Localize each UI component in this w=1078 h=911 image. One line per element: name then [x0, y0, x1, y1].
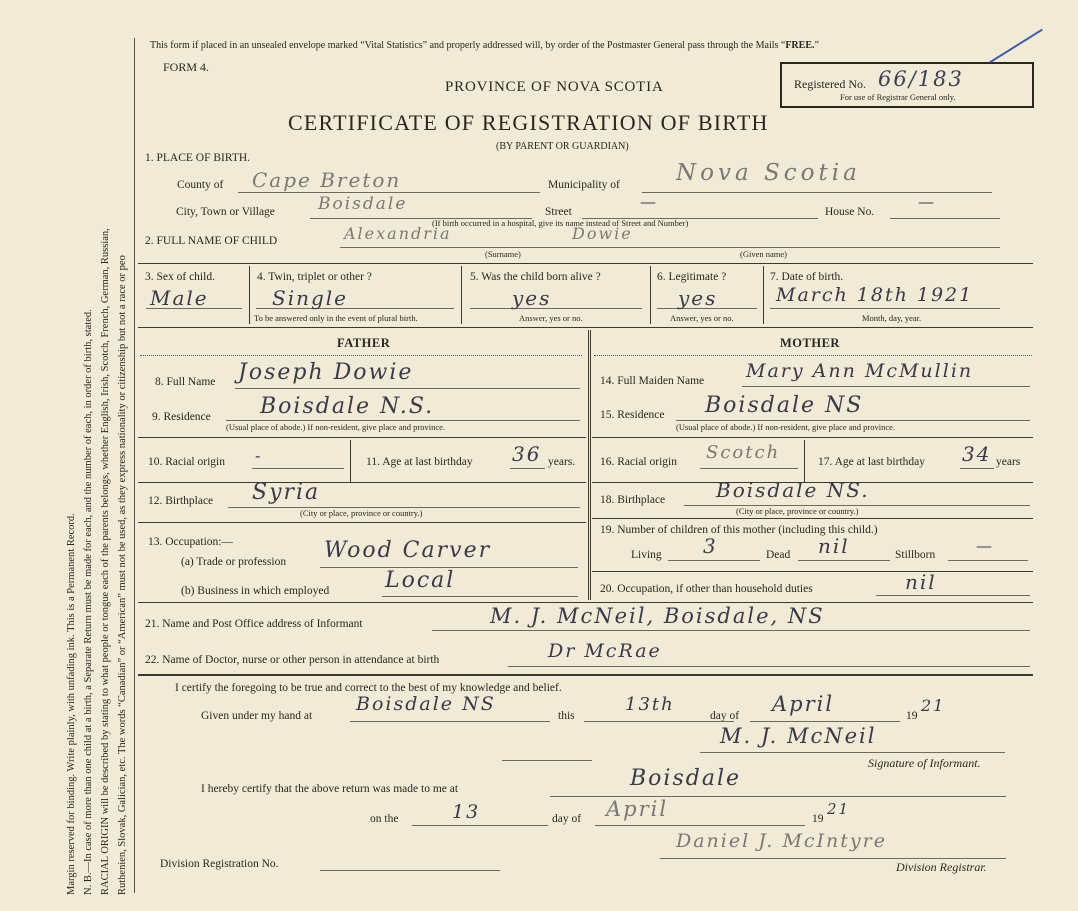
certificate-subtitle: (BY PARENT OR GUARDIAN) [496, 141, 629, 152]
mother-residence-line [676, 420, 1030, 421]
rule-certify-top [138, 674, 1033, 676]
twin-value: Single [272, 286, 349, 310]
mother-name-label: 14. Full Maiden Name [600, 375, 705, 387]
street-value: — [640, 192, 658, 211]
parents-divider [588, 330, 591, 600]
mail-notice: This form if placed in an unsealed envelope marked “Vital Statistics” and properly addressed will, by order of the Postmaster General pass through the Mails “FREE.” [150, 40, 819, 51]
father-years-label: years. [548, 456, 576, 468]
margin-note-nationality: Ruthenien, Slovak, Galician, etc. The words “Canadian” or “American” must not be used, as they express nationality or citizenship but not a race or peo [117, 255, 128, 895]
mother-birthplace-label: 18. Birthplace [600, 494, 666, 506]
given-under-label: Given under my hand at [201, 710, 313, 722]
mother-living-label: Living [631, 549, 662, 561]
year-prefix: 19 [906, 710, 918, 722]
mother-birthplace-value: Boisdale NS. [716, 478, 870, 502]
return-month-value: April [606, 797, 669, 821]
month-line [750, 721, 900, 722]
return-year-value: 21 [827, 800, 851, 818]
mother-living-value: 3 [703, 534, 718, 558]
twin-note: To be answered only in the event of plural birth. [254, 313, 418, 323]
year-value: 21 [921, 696, 946, 715]
signature-of-informant-label: Signature of Informant. [868, 756, 981, 770]
mother-racial-label: 16. Racial origin [600, 456, 677, 468]
registered-label: Registered No. [794, 77, 866, 91]
municipality-value: Nova Scotia [676, 160, 861, 186]
father-racial-line [252, 468, 344, 469]
return-day-of-label: day of [552, 813, 582, 825]
child-given-name: Alexandria [344, 224, 452, 243]
rule-parents-bottom [138, 602, 1033, 603]
mother-stillborn-line [948, 560, 1028, 561]
doctor-value: Dr McRae [548, 640, 662, 662]
mother-occupation-line [876, 595, 1030, 596]
father-business-line [382, 596, 578, 597]
mother-occupation-value: nil [905, 570, 937, 594]
margin-note-racial-origin: RACIAL ORIGIN will be described by stating to what people or tongue each of the parents belongs, whether English, Irish, Scotch, French, German, Russian, [100, 228, 111, 895]
alive-note: Answer, yes or no. [519, 313, 583, 323]
given-place-line [350, 721, 550, 722]
this-label: this [558, 710, 575, 722]
mother-heading-rule [594, 355, 1032, 356]
father-rule-2 [138, 482, 586, 483]
mother-years-label: years [996, 456, 1021, 468]
mother-dead-line [798, 560, 890, 561]
doctor-label: 22. Name of Doctor, nurse or other person in attendance at birth [145, 654, 440, 666]
county-line [238, 192, 540, 193]
city-label: City, Town or Village [176, 206, 275, 218]
father-residence-line [226, 420, 580, 421]
mother-rule-1 [592, 437, 1033, 438]
child-surname: Dowie [572, 224, 633, 243]
mother-dead-label: Dead [766, 549, 791, 561]
city-value: Boisdale [318, 194, 408, 214]
informant-signature-line [700, 752, 1005, 753]
father-racial-value: - [255, 446, 263, 465]
father-heading-rule [140, 355, 582, 356]
father-racial-divider [350, 440, 351, 482]
col-divider-1 [249, 266, 250, 324]
certificate-title: CERTIFICATE OF REGISTRATION OF BIRTH [288, 110, 769, 135]
hospital-note: (If birth occurred in a hospital, give its name instead of Street and Number) [432, 218, 689, 228]
col-divider-4 [763, 266, 764, 324]
father-age-value: 36 [512, 442, 542, 466]
county-value: Cape Breton [252, 168, 402, 192]
mother-racial-value: Scotch [706, 442, 781, 463]
margin-rule [134, 38, 135, 893]
father-name-label: 8. Full Name [155, 376, 216, 388]
father-residence-label: 9. Residence [152, 411, 211, 423]
father-birthplace-value: Syria [252, 480, 321, 505]
father-residence-value: Boisdale N.S. [260, 394, 435, 419]
sex-label: 3. Sex of child. [145, 271, 215, 283]
father-trade-value: Wood Carver [324, 538, 492, 563]
mother-age-line [960, 468, 994, 469]
legitimate-note: Answer, yes or no. [670, 313, 734, 323]
return-month-line [595, 825, 805, 826]
registrar-note: For use of Registrar General only. [840, 92, 956, 102]
return-place-value: Boisdale [630, 766, 741, 791]
informant-label: 21. Name and Post Office address of Informant [145, 618, 363, 630]
place-of-birth-label: 1. PLACE OF BIRTH. [145, 152, 251, 164]
mother-occupation-label: 20. Occupation, if other than household duties [600, 583, 813, 595]
margin-note-multiple-births: N. B.—In case of more than one child at a birth, a Separate Return must be made for each, and the number of each, in order of birth, stated. [83, 309, 94, 895]
return-day-value: 13 [452, 801, 481, 823]
mother-rule-3 [592, 518, 1033, 519]
mother-residence-note: (Usual place of abode.) If non-resident, give place and province. [676, 422, 896, 432]
col-divider-2 [461, 266, 462, 324]
day-of-label: day of [710, 710, 740, 722]
col-divider-3 [650, 266, 651, 324]
father-name-value: Joseph Dowie [238, 360, 414, 385]
mother-dead-value: nil [818, 534, 850, 558]
day-value: 13th [625, 694, 675, 715]
father-age-label: 11. Age at last birthday [366, 456, 473, 468]
twin-label: 4. Twin, triplet or other ? [257, 271, 372, 283]
short-rule [502, 760, 592, 761]
legitimate-label: 6. Legitimate ? [657, 271, 727, 283]
registrar-signature: Daniel J. McIntyre [676, 830, 887, 852]
registered-number: 66/183 [878, 67, 964, 91]
father-business-label: (b) Business in which employed [181, 585, 330, 597]
mail-notice-free: FREE. [785, 40, 815, 51]
mother-racial-line [700, 468, 798, 469]
registration-box [780, 62, 1034, 108]
mother-children-label: 19. Number of children of this mother (including this child.) [600, 524, 878, 536]
date-of-birth-line [770, 308, 1000, 309]
mother-living-line [668, 560, 760, 561]
child-name-line [340, 247, 1000, 248]
date-of-birth-label: 7. Date of birth. [770, 271, 844, 283]
province-heading: PROVINCE OF NOVA SCOTIA [445, 79, 664, 95]
father-rule-3 [138, 522, 586, 523]
father-residence-note: (Usual place of abode.) If non-resident, give place and province. [226, 422, 446, 432]
mother-residence-label: 15. Residence [600, 409, 665, 421]
rule-top [138, 263, 1033, 264]
father-rule-1 [138, 437, 586, 438]
mother-heading: MOTHER [780, 336, 840, 350]
mother-residence-value: Boisdale NS [705, 393, 864, 418]
mother-birthplace-note: (City or place, province or country.) [736, 506, 859, 516]
division-registration-line [320, 870, 500, 871]
month-value: April [772, 692, 835, 716]
rule-mid [138, 327, 1033, 328]
surname-caption: (Surname) [485, 249, 521, 259]
father-birthplace-label: 12. Birthplace [148, 495, 214, 507]
given-name-caption: (Given name) [740, 249, 787, 259]
municipality-label: Municipality of [548, 179, 620, 191]
father-occupation-label: 13. Occupation:— [148, 536, 233, 548]
mother-name-line [742, 386, 1030, 387]
father-birthplace-note: (City or place, province or country.) [300, 508, 423, 518]
return-label: I hereby certify that the above return was made to me at [201, 783, 459, 795]
father-age-line [510, 468, 545, 469]
on-the-label: on the [370, 813, 399, 825]
house-line [890, 218, 1000, 219]
legitimate-value: yes [678, 286, 718, 310]
registrar-signature-line [660, 858, 1006, 859]
alive-value: yes [512, 286, 552, 310]
alive-line [470, 308, 642, 309]
mother-rule-4 [592, 571, 1033, 572]
mother-name-value: Mary Ann McMullin [746, 360, 974, 382]
date-of-birth-value: March 18th 1921 [776, 284, 974, 306]
certify-statement: I certify the foregoing to be true and correct to the best of my knowledge and belief. [175, 682, 562, 694]
check-mark-icon [989, 29, 1043, 64]
mother-stillborn-label: Stillborn [895, 549, 936, 561]
mother-age-value: 34 [962, 442, 992, 466]
father-racial-label: 10. Racial origin [148, 456, 225, 468]
house-value: — [918, 192, 936, 211]
father-business-value: Local [385, 568, 456, 593]
date-of-birth-note: Month, day, year. [862, 313, 922, 323]
informant-signature: M. J. McNeil [720, 724, 877, 748]
informant-value: M. J. McNeil, Boisdale, NS [490, 604, 825, 628]
informant-line [432, 630, 1030, 631]
margin-note-binding: Margin reserved for binding. Write plainly, with unfading ink. This is a Permanent Record. [66, 513, 77, 895]
mother-age-label: 17. Age at last birthday [818, 456, 925, 468]
form-number: FORM 4. [163, 60, 210, 74]
alive-label: 5. Was the child born alive ? [470, 271, 601, 283]
street-label: Street [545, 206, 572, 218]
return-day-line [412, 825, 548, 826]
municipality-line [642, 192, 992, 193]
doctor-line [508, 666, 1030, 667]
mother-racial-divider [804, 440, 805, 482]
house-label: House No. [825, 206, 875, 218]
child-name-label: 2. FULL NAME OF CHILD [145, 235, 278, 247]
father-name-line [235, 388, 580, 389]
father-heading: FATHER [337, 336, 391, 350]
mother-stillborn-value: — [976, 536, 994, 555]
return-year-prefix: 19 [812, 813, 824, 825]
sex-value: Male [150, 286, 209, 310]
county-label: County of [177, 179, 224, 191]
division-registration-label: Division Registration No. [160, 858, 279, 870]
given-place-value: Boisdale NS [356, 693, 496, 715]
division-registrar-label: Division Registrar. [896, 860, 987, 874]
father-trade-label: (a) Trade or profession [181, 556, 287, 568]
